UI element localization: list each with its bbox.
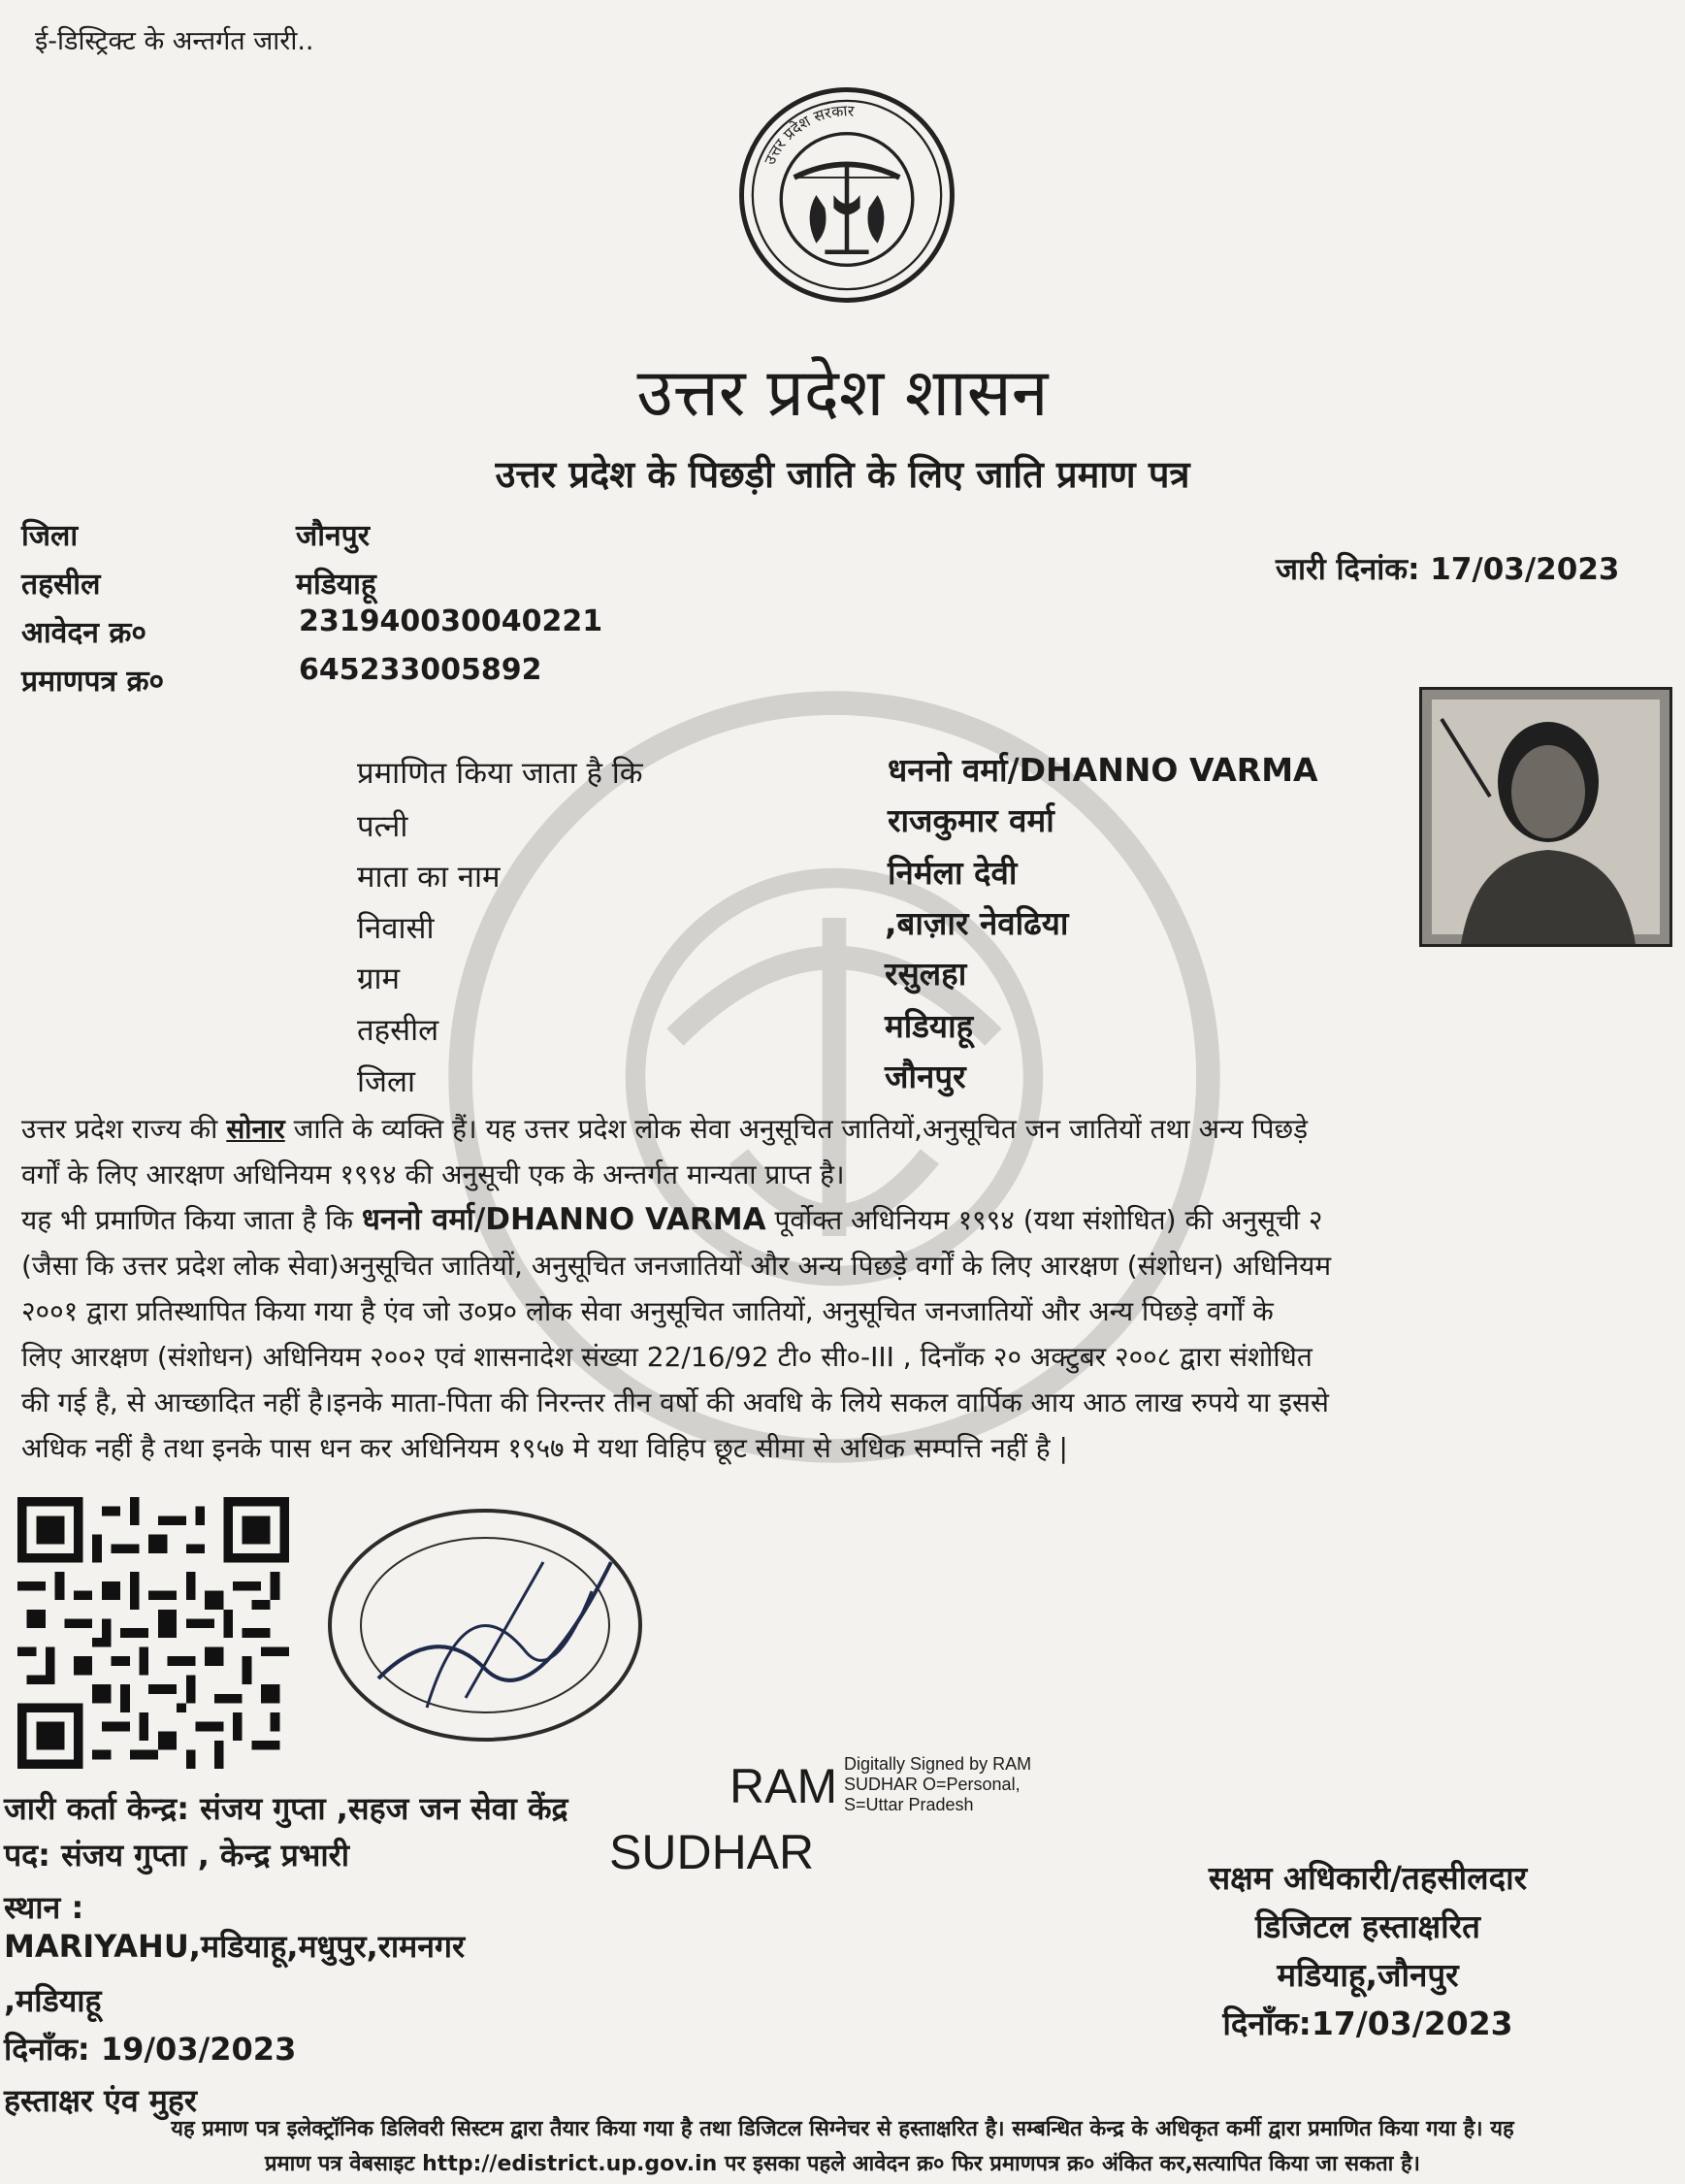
para-line3-end: पूर्वोक्त अधिनियम १९९४ (यथा संशोधित) की अनुसूची २ [765, 1204, 1323, 1236]
caste-name: सोनार [226, 1113, 285, 1145]
resident-value: ,बाज़ार नेवढिया [885, 904, 1069, 942]
signature-note-line1: Digitally Signed by RAM [844, 1754, 1032, 1774]
para-line1-start: उत्तर प्रदेश राज्य की [21, 1113, 227, 1145]
issuer-date: दिनाँक: 19/03/2023 [4, 2031, 297, 2068]
para-line8: अधिक नहीं है तथा इनके पास धन कर अधिनियम १९५७ मे यथा विहिप छूट सीमा से अधिक सम्पत्ति नहीं है | [21, 1432, 1068, 1464]
sign-and-seal-label: हस्ताक्षर एंव मुहर [4, 2082, 197, 2119]
emblem-text: उत्तर प्रदेश सरकार [760, 101, 855, 168]
up-government-emblem-icon [737, 85, 956, 305]
footer-notice-line1: यह प्रमाण पत्र इलेक्ट्रॉनिक डिलिवरी सिस्टम द्वारा तैयार किया गया है तथा डिजिटल सिग्नेचर से हस्ताक्षरित है। सम्बन्धित केन्द्र के अधिकृत कर्मी द्वारा प्रमाणित किया गया है। यह [171, 2117, 1514, 2141]
certificate-paragraph [21, 1106, 1666, 1471]
place-line1: MARIYAHU,मडियाहू,मधुपुर,रामनगर [4, 1928, 466, 1965]
issuer-post: पद: संजय गुप्ता , केन्द्र प्रभारी [4, 1837, 349, 1874]
certified-label: प्रमाणित किया जाता है कि [357, 756, 643, 791]
para-line5: २००१ द्वारा प्रतिस्थापित किया गया है एंव जो उ०प्र० लोक सेवा अनुसूचित जातियों, अनुसूचित जनजातियों और अन्य पिछड़े वर्गों के [21, 1295, 1274, 1327]
para-line7: की गई है, से आच्छादित नहीं है।इनके माता-पिता की निरन्तर तीन वर्षो की अवधि के लिये सकल वार्पिक आय आठ लाख रुपये या इससे [21, 1386, 1329, 1418]
application-no-label: आवेदन क्र० [21, 616, 147, 650]
district-value: जौनपुर [296, 519, 370, 553]
signature-note-line2: SUDHAR O=Personal, [844, 1775, 1021, 1794]
header-note: ई-डिस्ट्रिक्ट के अन्तर्गत जारी.. [35, 26, 314, 56]
cert-tehsil-label: तहसील [357, 1013, 439, 1048]
footer-notice-line2: प्रमाण पत्र वेबसाइट http://edistrict.up.gov.in पर इसका पहले आवेदन क्र० फिर प्रमाणपत्र क्र० अंकित कर,सत्यापित किया जा सकता है। [264, 2152, 1420, 2176]
center-seal-stamp-icon [320, 1504, 660, 1746]
issue-date: जारी दिनांक: 17/03/2023 [1276, 552, 1620, 587]
person-photo-icon [1422, 690, 1669, 944]
para-certified-name: धननो वर्मा/DHANNO VARMA [361, 1202, 766, 1237]
certificate-no-value: 645233005892 [299, 653, 542, 687]
cert-district-label: जिला [357, 1064, 416, 1099]
para-line6: लिए आरक्षण (संशोधन) अधिनियम २००२ एवं शासनादेश संख्या 22/16/92 टी० सी०-III , दिनाँक २० अक्टुबर २००८ द्वारा संशोधित [21, 1341, 1312, 1373]
village-value: रसुलहा [885, 955, 967, 993]
mother-label: माता का नाम [357, 860, 501, 895]
tehsil-value: मडियाहू [296, 568, 376, 602]
authority-title: सक्षम अधिकारी/तहसीलदार [1208, 1859, 1528, 1897]
husband-name: राजकुमार वर्मा [888, 801, 1054, 839]
document-subtitle: उत्तर प्रदेश के पिछड़ी जाति के लिए जाति प्रमाण पत्र [495, 453, 1190, 496]
cert-tehsil-value: मडियाहू [885, 1007, 974, 1045]
tehsil-label: तहसील [21, 568, 101, 602]
issuing-center: जारी कर्ता केन्द्र: संजय गुप्ता ,सहज जन सेवा केंद्र [4, 1790, 568, 1827]
application-no-value: 231940030040221 [299, 604, 603, 638]
authority-date: दिनाँक:17/03/2023 [1222, 2005, 1513, 2042]
resident-label: निवासी [357, 911, 435, 946]
authority-digital-signed: डिजिटल हस्ताक्षरित [1255, 1907, 1480, 1945]
place-label: स्थान : [4, 1889, 84, 1926]
digital-signature-note [844, 1754, 1031, 1815]
para-line3-start: यह भी प्रमाणित किया जाता है कि [21, 1204, 362, 1236]
para-line2: वर्गों के लिए आरक्षण अधिनियम १९९४ की अनुसूची एक के अन्तर्गत मान्यता प्राप्त है। [21, 1158, 845, 1190]
place-line2: ,मडियाहू [4, 1982, 102, 2019]
certified-name: धननो वर्मा/DHANNO VARMA [888, 751, 1318, 789]
cert-district-value: जौनपुर [885, 1058, 966, 1095]
village-label: ग्राम [357, 962, 401, 996]
wife-label: पत्नी [357, 809, 408, 844]
digital-signer-name-line1: RAM [729, 1759, 838, 1813]
certificate-no-label: प्रमाणपत्र क्र० [21, 665, 165, 699]
qr-code-icon [17, 1496, 289, 1770]
authority-location: मडियाहू,जौनपुर [1277, 1956, 1459, 1994]
applicant-photo [1419, 687, 1672, 947]
document-title: उत्तर प्रदेश शासन [636, 355, 1049, 432]
mother-name: निर्मला देवी [888, 854, 1018, 892]
digital-signer-name-line2: SUDHAR [609, 1825, 815, 1879]
district-label: जिला [21, 519, 79, 553]
para-line1-end: जाति के व्यक्ति हैं। यह उत्तर प्रदेश लोक सेवा अनुसूचित जातियों,अनुसूचित जन जातियों तथा अन्य पिछड़े [284, 1113, 1309, 1145]
para-line4: (जैसा कि उत्तर प्रदेश लोक सेवा)अनुसूचित जातियों, अनुसूचित जनजातियों और अन्य पिछड़े वर्गों के लिए आरक्षण (संशोधन) अधिनियम [21, 1250, 1332, 1282]
signature-note-line3: S=Uttar Pradesh [844, 1795, 974, 1814]
